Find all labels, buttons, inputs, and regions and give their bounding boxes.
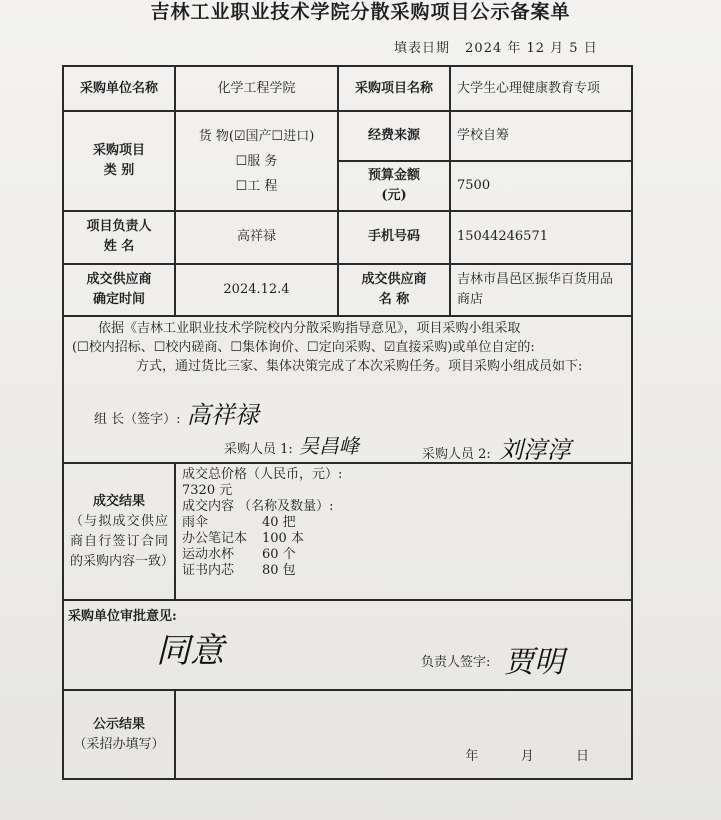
filing-form-table xyxy=(62,65,633,780)
member2-label: 采购人员 2: xyxy=(422,447,491,463)
category-service: ☐服 务 xyxy=(235,153,278,169)
result-item xyxy=(182,563,625,579)
result-item-qty: 80 包 xyxy=(262,563,296,579)
result-item xyxy=(182,547,625,563)
leader-label xyxy=(63,211,175,264)
row-category-fund xyxy=(63,111,632,160)
procurement-line1: 依据《吉林工业职业技术学院校内分散采购指导意见》，项目采购小组采取 xyxy=(98,321,521,337)
procurement-line3: 方式，通过货比三家、集体决策完成了本次采购任务。项目采购小组成员如下: xyxy=(136,359,583,375)
result-item-qty: 100 本 xyxy=(262,531,304,547)
publicity-year: 年 xyxy=(465,749,479,764)
result-item-name: 雨伞 xyxy=(182,515,209,531)
leader-value: 高祥禄 xyxy=(175,211,338,264)
group-leader-signature: 高祥禄 xyxy=(186,401,259,430)
approval-signer-signature: 贾明 xyxy=(504,644,564,680)
procurement-line2: (☐校内招标、☐校内磋商、☐集体询价、☐定向采购、☑直接采购)或单位自定的: xyxy=(72,340,535,356)
deal-time-label-line1: 成交供应商 xyxy=(86,272,152,288)
row-publicity xyxy=(63,690,632,779)
category-goods: 货 物(☑国产☐进口) xyxy=(198,128,315,144)
group-leader-label: 组 长（签字）: xyxy=(94,412,181,428)
result-content-label: 成交内容 （名称及数量）: xyxy=(182,499,334,515)
member1-signature: 吴昌峰 xyxy=(298,434,359,459)
fund-source-value: 学校自筹 xyxy=(450,111,632,160)
procurement-text xyxy=(64,317,631,378)
result-item-name: 办公笔记本 xyxy=(182,531,248,547)
phone-value: 15044246571 xyxy=(450,211,632,264)
member1-sign xyxy=(224,430,359,459)
row-supplier xyxy=(63,264,632,316)
leader-label-line2: 姓 名 xyxy=(103,239,135,255)
result-label xyxy=(63,463,175,600)
approval-inner xyxy=(64,601,631,687)
approval-signer-label: 负责人签字: xyxy=(421,654,491,670)
result-item-name: 运动水杯 xyxy=(182,547,235,563)
fill-date-value: 2024 年 12 月 5 日 xyxy=(465,41,598,56)
deal-time-label-line2: 确定时间 xyxy=(92,292,145,308)
phone-label: 手机号码 xyxy=(338,211,450,264)
category-label xyxy=(63,111,175,211)
result-total-value: 7320 元 xyxy=(182,483,233,499)
result-item-qty: 40 把 xyxy=(262,515,296,531)
publicity-day: 日 xyxy=(575,749,589,764)
category-engineering: ☐工 程 xyxy=(235,178,278,194)
project-name-label: 采购项目名称 xyxy=(338,66,450,111)
result-label-note: （与拟成交供应商自行签订合同的采购内容一致） xyxy=(70,513,175,569)
approval-title: 采购单位审批意见: xyxy=(68,608,177,624)
supplier-value: 吉林市昌邑区振华百货用品商店 xyxy=(450,264,632,316)
row-unit xyxy=(63,66,632,111)
member2-signature: 刘淳淳 xyxy=(498,436,571,465)
category-label-line2: 类 别 xyxy=(103,163,135,179)
unit-label: 采购单位名称 xyxy=(63,66,175,111)
procurement-cell xyxy=(63,316,632,463)
result-total-label: 成交总价格（人民币，元）: xyxy=(182,467,343,483)
deal-time-label xyxy=(63,264,175,316)
category-options xyxy=(175,111,338,211)
category-label-line1: 采购项目 xyxy=(92,143,145,159)
fill-date-label: 填表日期 xyxy=(394,41,451,56)
result-item-name: 证书内芯 xyxy=(182,563,235,579)
row-approval xyxy=(63,600,632,691)
result-item-qty: 60 个 xyxy=(262,547,296,563)
budget-label-line2: (元) xyxy=(381,187,407,203)
form-title: 吉林工业职业技术学院分散采购项目公示备案单 xyxy=(150,1,571,23)
budget-value: 7500 xyxy=(450,161,632,211)
result-item xyxy=(182,531,625,547)
member2-sign xyxy=(422,430,571,465)
fund-source-label: 经费来源 xyxy=(338,111,450,160)
leader-label-line1: 项目负责人 xyxy=(86,219,152,235)
unit-value: 化学工程学院 xyxy=(175,66,338,111)
publicity-month: 月 xyxy=(520,749,534,764)
budget-label-line1: 预算金额 xyxy=(367,167,420,183)
supplier-label-line1: 成交供应商 xyxy=(361,272,427,288)
result-items xyxy=(182,515,625,579)
publicity-label xyxy=(63,690,175,779)
publicity-content xyxy=(175,690,632,779)
approval-cell xyxy=(63,600,632,691)
project-name-value: 大学生心理健康教育专项 xyxy=(450,66,632,111)
result-label-title: 成交结果 xyxy=(92,493,145,509)
result-item xyxy=(182,515,625,531)
budget-label xyxy=(338,161,450,211)
member1-label: 采购人员 1: xyxy=(224,442,293,458)
fill-date xyxy=(394,37,608,56)
publicity-label-line2: （采招办填写） xyxy=(73,736,165,752)
supplier-label-line2: 名 称 xyxy=(378,292,410,308)
row-procurement xyxy=(63,316,632,463)
group-leader-sign xyxy=(94,395,259,430)
result-content xyxy=(175,463,632,600)
supplier-label xyxy=(338,264,450,316)
row-leader xyxy=(63,211,632,264)
publicity-label-line1: 公示结果 xyxy=(92,716,145,732)
approval-opinion-signature: 同意 xyxy=(156,630,224,671)
row-result xyxy=(63,463,632,600)
publicity-date xyxy=(182,745,625,764)
deal-time-value: 2024.12.4 xyxy=(175,264,338,316)
